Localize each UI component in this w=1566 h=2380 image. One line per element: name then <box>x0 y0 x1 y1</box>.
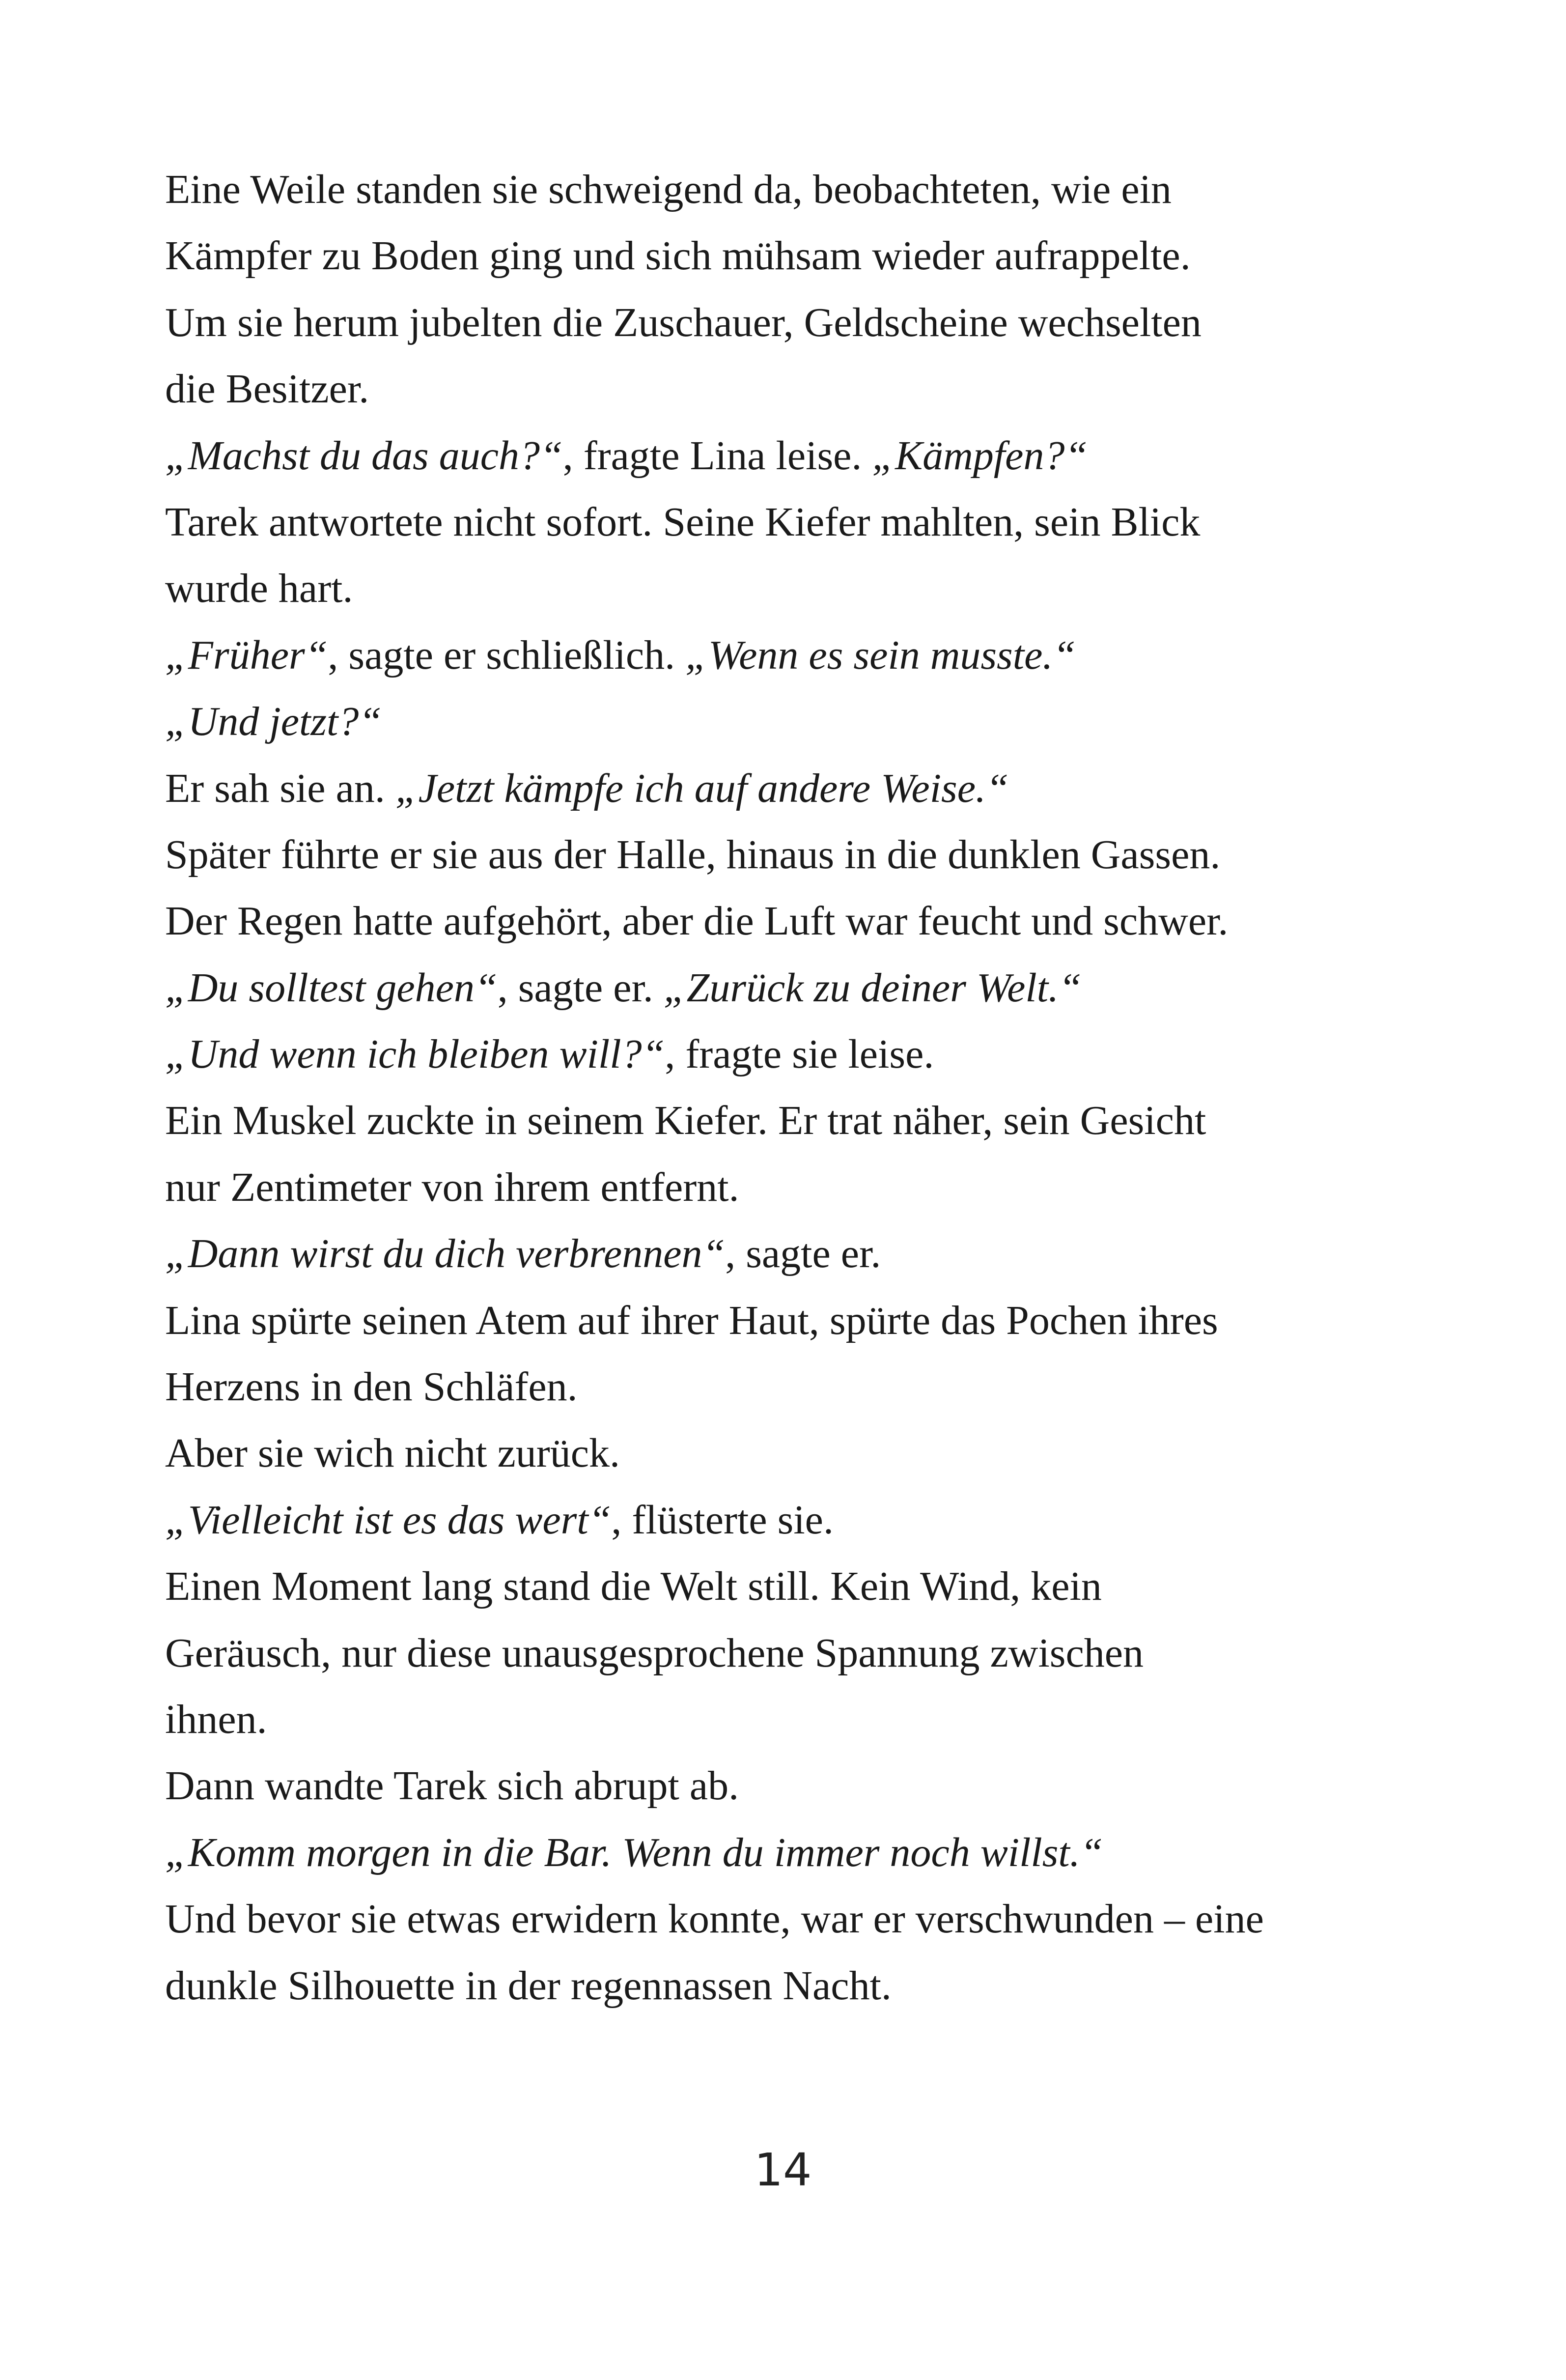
narration-text: die Besitzer. <box>165 366 369 412</box>
dialogue-text: „Vielleicht ist es das wert“ <box>165 1497 612 1543</box>
narration-text: Ein Muskel zuckte in seinem Kiefer. Er trat näher, sein Gesicht <box>165 1098 1206 1144</box>
text-line <box>165 1354 1423 1420</box>
narration-text: nur Zentimeter von ihrem entfernt. <box>165 1164 739 1210</box>
text-line <box>165 822 1423 888</box>
narration-text: Er sah sie an. <box>165 765 395 811</box>
text-line <box>165 289 1423 356</box>
narration-text: wurde hart. <box>165 566 353 612</box>
dialogue-text: „Zurück zu deiner Welt.“ <box>663 964 1082 1011</box>
text-line <box>165 1819 1423 1886</box>
narration-text: , sagte er schließlich. <box>328 632 686 678</box>
narration-text: , fragte sie leise. <box>665 1031 934 1077</box>
narration-text: , flüsterte sie. <box>611 1497 834 1543</box>
text-line <box>165 1154 1423 1220</box>
body-text <box>165 156 1423 2019</box>
text-line <box>165 423 1423 489</box>
narration-text: Dann wandte Tarek sich abrupt ab. <box>165 1763 739 1809</box>
narration-text: , sagte er. <box>497 964 664 1011</box>
narration-text: Kämpfer zu Boden ging und sich mühsam wieder aufrappelte. <box>165 233 1191 279</box>
narration-text: Geräusch, nur diese unausgesprochene Spannung zwischen <box>165 1630 1144 1676</box>
dialogue-text: „Früher“ <box>165 632 328 678</box>
text-line <box>165 223 1423 289</box>
text-line <box>165 489 1423 555</box>
dialogue-text: „Wenn es sein musste.“ <box>685 632 1076 678</box>
dialogue-text: „Komm morgen in die Bar. Wenn du immer noch willst.“ <box>165 1829 1103 1875</box>
dialogue-text: „Dann wirst du dich verbrennen“ <box>165 1231 726 1277</box>
text-line <box>165 356 1423 422</box>
narration-text: , sagte er. <box>725 1231 881 1277</box>
narration-text: Lina spürte seinen Atem auf ihrer Haut, spürte das Pochen ihres <box>165 1297 1218 1343</box>
dialogue-text: „Und jetzt?“ <box>165 699 382 745</box>
narration-text: Aber sie wich nicht zurück. <box>165 1430 620 1476</box>
text-line <box>165 1087 1423 1154</box>
narration-text: Einen Moment lang stand die Welt still. Kein Wind, kein <box>165 1563 1102 1610</box>
dialogue-text: „Kämpfen?“ <box>872 432 1088 479</box>
text-line <box>165 955 1423 1021</box>
narration-text: dunkle Silhouette in der regennassen Nacht. <box>165 1962 892 2009</box>
narration-text: Um sie herum jubelten die Zuschauer, Geldscheine wechselten <box>165 299 1202 345</box>
text-line <box>165 755 1423 822</box>
text-line <box>165 1886 1423 1952</box>
narration-text: ihnen. <box>165 1696 267 1742</box>
narration-text: , fragte Lina leise. <box>562 432 872 479</box>
text-line <box>165 888 1423 954</box>
dialogue-text: „Du solltest gehen“ <box>165 964 498 1011</box>
text-line <box>165 622 1423 688</box>
dialogue-text: „Machst du das auch?“ <box>165 432 563 479</box>
text-line <box>165 1021 1423 1087</box>
text-line <box>165 1220 1423 1287</box>
narration-text: Herzens in den Schläfen. <box>165 1364 578 1410</box>
text-line <box>165 1753 1423 1819</box>
text-line <box>165 156 1423 223</box>
narration-text: Und bevor sie etwas erwidern konnte, war er verschwunden – eine <box>165 1896 1264 1942</box>
dialogue-text: „Jetzt kämpfe ich auf andere Weise.“ <box>395 765 1009 811</box>
page-number: 14 <box>754 2144 812 2196</box>
text-line <box>165 1287 1423 1354</box>
narration-text: Eine Weile standen sie schweigend da, beobachteten, wie ein <box>165 167 1172 212</box>
dialogue-text: „Und wenn ich bleiben will?“ <box>165 1031 665 1077</box>
text-line <box>165 1620 1423 1686</box>
text-line <box>165 555 1423 622</box>
text-line <box>165 1553 1423 1619</box>
text-line <box>165 1487 1423 1553</box>
text-line <box>165 1953 1423 2019</box>
narration-text: Später führte er sie aus der Halle, hinaus in die dunklen Gassen. <box>165 831 1221 878</box>
text-line <box>165 1420 1423 1486</box>
narration-text: Der Regen hatte aufgehört, aber die Luft war feucht und schwer. <box>165 898 1229 944</box>
text-line <box>165 1686 1423 1753</box>
text-line <box>165 688 1423 755</box>
narration-text: Tarek antwortete nicht sofort. Seine Kiefer mahlten, sein Blick <box>165 499 1201 545</box>
